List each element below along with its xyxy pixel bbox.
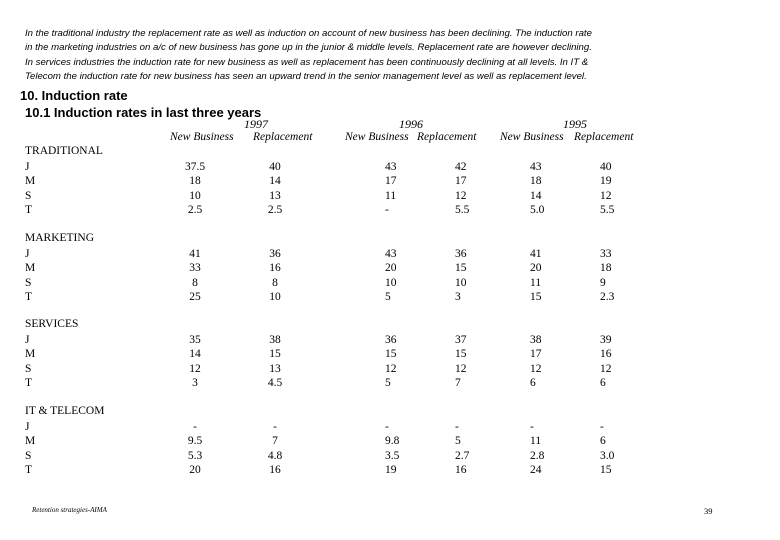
table-cell: 2.5	[187, 204, 203, 216]
table-cell: 5.5	[600, 204, 615, 216]
table-cell: 19	[385, 464, 397, 476]
table-cell: 12	[455, 362, 467, 375]
table-cell: 13	[269, 362, 281, 375]
table-cell: 10	[455, 276, 467, 289]
table-cell: 35	[189, 333, 201, 346]
table-cell: -	[385, 204, 389, 216]
table-cell: 15	[269, 348, 281, 360]
table-cell: 36	[455, 247, 467, 260]
table-cell: 37	[455, 333, 467, 346]
row-label: S	[25, 449, 32, 462]
table-cell: 41	[530, 247, 542, 260]
table-cell: 18	[600, 262, 612, 274]
table-cell: 12	[600, 362, 612, 375]
table-cell: 9	[600, 276, 606, 289]
row-label: S	[25, 276, 32, 289]
table-cell: 43	[385, 247, 397, 260]
table-cell: 12	[600, 189, 612, 202]
table-cell: 7	[455, 377, 461, 389]
table-cell: 14	[530, 189, 542, 202]
table-cell: 12	[189, 362, 201, 375]
footer-source: Retention strategies-AIMA	[32, 506, 107, 514]
table-cell: 11	[385, 189, 397, 202]
table-cell: 6	[530, 377, 536, 389]
column-header-replacement: Replacement	[417, 131, 477, 143]
table-cell: 16	[269, 262, 281, 274]
table-cell: 12	[455, 189, 467, 202]
table-cell: 5	[455, 435, 461, 447]
table-cell: 43	[530, 160, 542, 173]
table-cell: 41	[189, 247, 201, 260]
table-cell: 18	[530, 175, 542, 187]
table-cell: 15	[455, 262, 467, 274]
table-cell: 20	[189, 464, 201, 476]
row-label: M	[25, 348, 36, 360]
subsection-heading: 10.1 Induction rates in last three years	[25, 105, 262, 120]
table-cell: 3	[455, 291, 461, 303]
group-title: IT & TELECOM	[25, 405, 105, 417]
table-cell: 14	[189, 348, 201, 360]
table-cell: 38	[530, 333, 542, 346]
table-cell: 2.8	[530, 449, 545, 462]
table-cell: 4.8	[267, 449, 283, 462]
table-cell: 3.0	[600, 449, 615, 462]
row-label: T	[25, 377, 33, 389]
table-cell: 16	[269, 464, 281, 476]
group-title: MARKETING	[25, 232, 94, 244]
column-header-new-business: New Business	[500, 131, 564, 143]
table-cell: 6	[600, 435, 606, 447]
row-label: J	[25, 247, 30, 260]
table-cell: 5.0	[530, 204, 545, 216]
table-cell: 19	[600, 175, 612, 187]
row-label: J	[25, 420, 30, 433]
table-cell: 5	[385, 377, 391, 389]
table-cell: 15	[530, 291, 542, 303]
row-label: S	[25, 362, 32, 375]
year-header-1996: 1996	[399, 117, 423, 131]
table-cell: 11	[530, 276, 542, 289]
group-title: TRADITIONAL	[25, 145, 103, 157]
table-cell: 25	[189, 291, 201, 303]
column-header-replacement: Replacement	[574, 131, 634, 143]
table-cell: 9.5	[187, 435, 203, 447]
table-cell: 43	[385, 160, 397, 173]
table-cell: 38	[269, 333, 281, 346]
row-label: J	[25, 160, 30, 173]
table-cell: 14	[269, 175, 281, 187]
table-cell: 4.5	[267, 377, 283, 389]
row-label: J	[25, 333, 30, 346]
group-title: SERVICES	[25, 318, 79, 330]
intro-paragraph	[25, 27, 745, 84]
table-cell: -	[530, 420, 534, 433]
table-cell: 33	[189, 262, 201, 274]
table-cell: 8	[272, 276, 278, 289]
year-header-1995: 1995	[563, 117, 587, 131]
table-cell: 24	[530, 464, 542, 476]
year-header-1997: 1997	[244, 117, 268, 131]
intro-line: in the marketing industries on a/c of new business has gone up in the junior & middle levels. Replacement rate are however declining.	[25, 42, 592, 54]
intro-line: Telecom the induction rate for new business has seen an upward trend in the senior management level as well as replacement level.	[25, 70, 587, 82]
table-cell: 10	[189, 189, 201, 202]
table-cell: 10	[269, 291, 281, 303]
table-cell: 3.5	[385, 449, 400, 462]
table-cell: 36	[269, 247, 281, 260]
table-cell: 2.5	[267, 204, 283, 216]
table-cell: 3	[192, 377, 198, 389]
table-cell: 20	[530, 262, 542, 274]
table-cell: 6	[600, 377, 606, 389]
table-cell: 5.5	[455, 204, 470, 216]
column-header-new-business: New Business	[170, 131, 234, 143]
table-cell: 13	[269, 189, 281, 202]
table-cell: -	[385, 420, 389, 433]
intro-line: In services industries the induction rate for new business as well as replacement has been continuously declining at all levels. In IT &	[25, 56, 589, 68]
table-cell: 40	[269, 160, 281, 173]
table-cell: 42	[455, 160, 467, 173]
table-cell: 8	[192, 276, 198, 289]
table-cell: 5.3	[187, 449, 203, 462]
table-cell: -	[600, 420, 604, 433]
intro-line: In the traditional industry the replacement rate as well as induction on account of new business has been declining. The induction rate	[25, 28, 592, 39]
table-cell: 2.7	[455, 449, 470, 462]
table-cell: 37.5	[184, 160, 206, 173]
table-cell: 10	[385, 276, 397, 289]
table-cell: 2.3	[600, 291, 615, 303]
table-cell: 12	[530, 362, 542, 375]
row-label: T	[25, 464, 33, 476]
table-cell: 9.8	[385, 435, 400, 447]
row-label: M	[25, 262, 36, 274]
table-cell: 17	[530, 348, 542, 360]
table-cell: 15	[385, 348, 397, 360]
table-cell: 15	[600, 464, 612, 476]
table-cell: 5	[385, 291, 391, 303]
column-header-replacement: Replacement	[253, 131, 313, 143]
table-cell: 12	[385, 362, 397, 375]
table-cell: 16	[455, 464, 467, 476]
table-cell: 7	[272, 435, 278, 447]
column-header-new-business: New Business	[345, 131, 409, 143]
row-label: M	[25, 175, 36, 187]
table-cell: 16	[600, 348, 612, 360]
table-cell: 18	[189, 175, 201, 187]
table-cell: -	[273, 420, 277, 433]
table-cell: -	[193, 420, 197, 433]
row-label: M	[25, 435, 36, 447]
row-label: S	[25, 189, 32, 202]
table-cell: -	[455, 420, 459, 433]
table-cell: 36	[385, 333, 397, 346]
table-cell: 33	[600, 247, 612, 260]
table-cell: 11	[530, 435, 542, 447]
row-label: T	[25, 291, 33, 303]
row-label: T	[25, 204, 33, 216]
table-cell: 40	[600, 160, 612, 173]
table-cell: 20	[385, 262, 397, 274]
section-heading: 10. Induction rate	[20, 88, 128, 103]
table-cell: 17	[455, 175, 467, 187]
table-cell: 39	[600, 333, 612, 346]
table-cell: 15	[455, 348, 467, 360]
table-cell: 17	[385, 175, 397, 187]
page-number: 39	[704, 506, 713, 516]
